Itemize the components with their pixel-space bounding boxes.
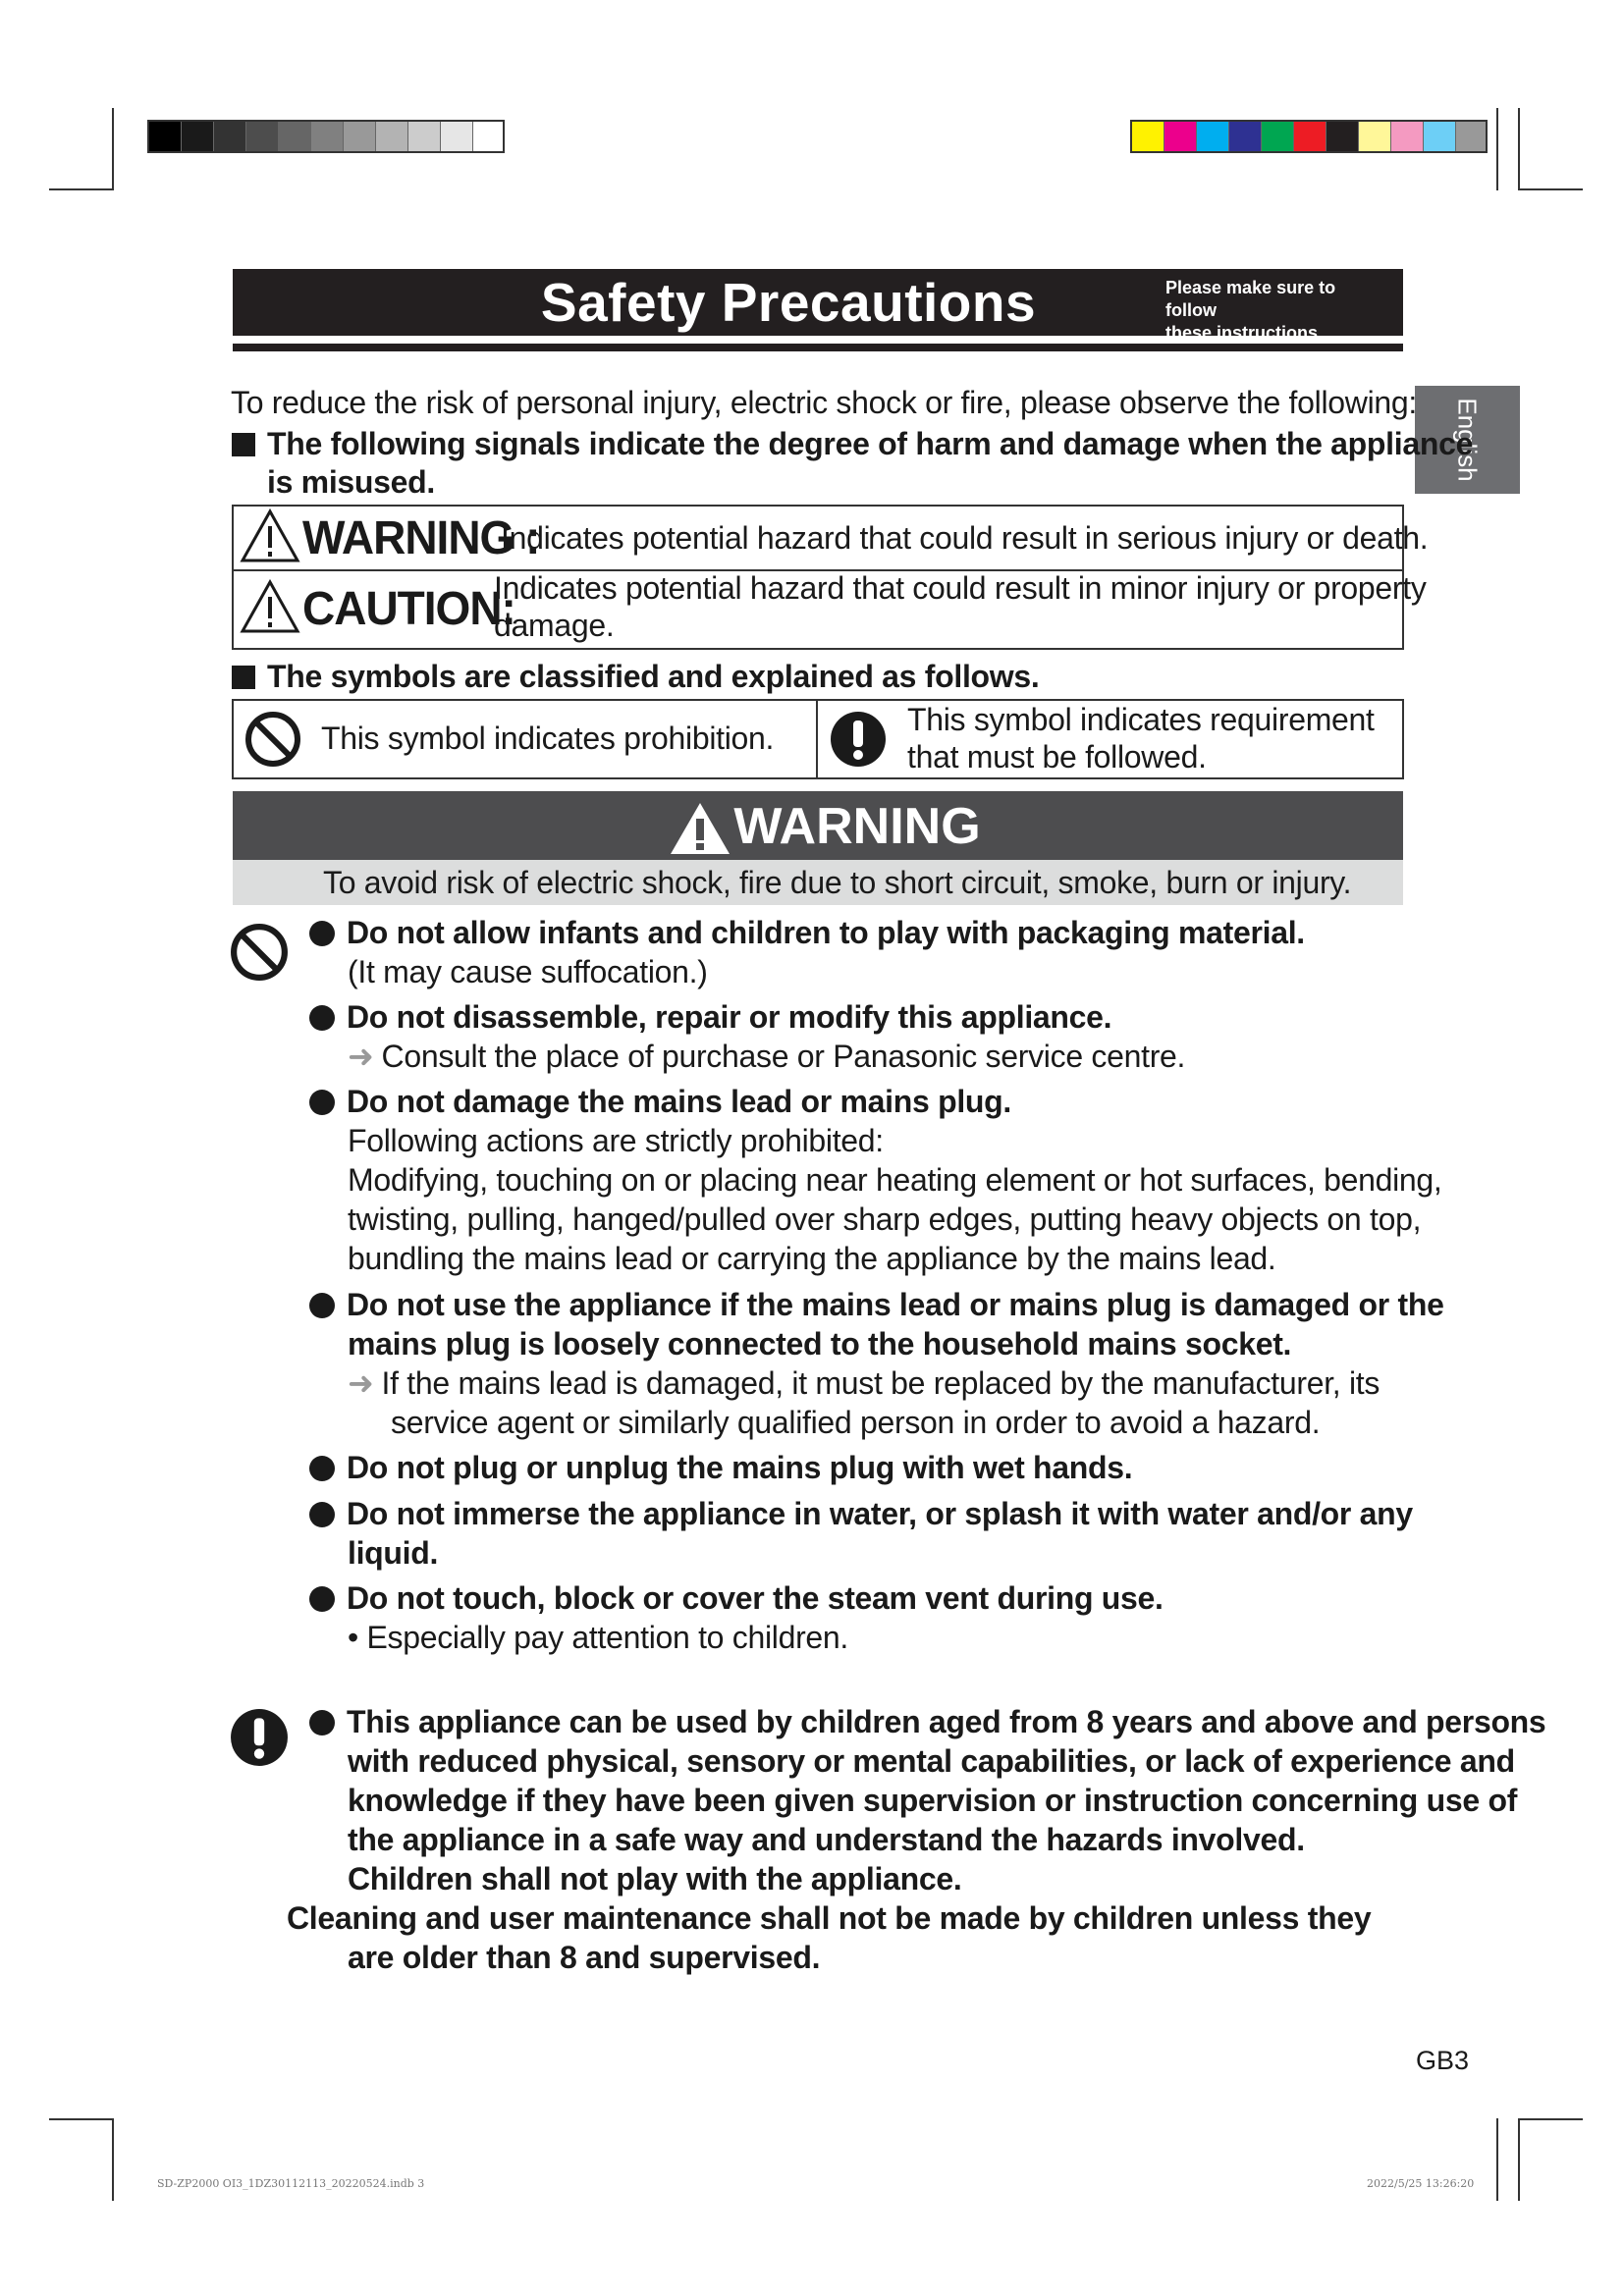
list-item: Do not disassemble, repair or modify this appliance. ➜ Consult the place of purchase or Panasonic service centre. [309,997,1185,1076]
prohibition-icon [244,711,301,768]
list-item: Do not plug or unplug the mains plug with wet hands. [309,1448,1132,1487]
language-tab-label: English [1452,398,1483,482]
footer-file: SD-ZP2000 OI3_1DZ30112113_20220524.indb 3 [157,2177,425,2190]
list-item: Do not damage the mains lead or mains plug. Following actions are strictly prohibited: Modifying, touching on or placing near heating element or hot surfaces, bending, twisting, pulling, hanged/pulled over sharp edges, putting heavy objects on top, bundling the mains lead or carrying the appliance by the mains lead. [309,1082,1442,1278]
page-number: GB3 [1416,2046,1470,2075]
arrow-icon: ➜ [348,1039,374,1074]
page-title: Safety Precautions [540,272,1037,333]
title-rule [233,344,1403,351]
crop-mark [1518,108,1520,190]
crop-mark [1518,2118,1520,2201]
signals-heading: The following signals indicate the degree of harm and damage when the appliance [232,426,1473,462]
bullet-icon [309,1502,335,1527]
requirement-desc: This symbol indicates requirement that must be followed. [907,702,1375,774]
caution-desc: Indicates potential hazard that could result in minor injury or property damage. [494,570,1427,643]
color-bar [1130,120,1488,153]
list-item: Do not allow infants and children to play with packaging material. (It may cause suffocation.) [309,913,1305,991]
symbols-heading: The symbols are classified and explained as follows. [232,659,1039,695]
footer-date: 2022/5/25 13:26:20 [1367,2177,1475,2190]
crop-mark [1518,188,1583,190]
crop-mark [49,2118,114,2120]
square-bullet-icon [232,433,255,456]
square-bullet-icon [232,666,255,689]
warning-title: WARNING [733,798,981,855]
warning-label: WARNING : [302,509,540,564]
bullet-icon [309,921,335,946]
warning-desc: Indicates potential hazard that could result in serious injury or death. [501,520,1429,556]
prohibition-desc: This symbol indicates prohibition. [321,721,775,756]
caution-triangle-icon [240,579,300,634]
bullet-icon [309,1090,335,1115]
list-item: Do not touch, block or cover the steam vent during use. • Especially pay attention to children. [309,1578,1164,1657]
crop-mark [1518,2118,1583,2120]
crop-mark [112,2118,114,2201]
crop-mark [1496,108,1498,190]
crop-mark [1496,2118,1498,2201]
crop-mark [49,188,114,190]
warning-bar [233,791,1403,860]
arrow-icon: ➜ [348,1365,374,1401]
warning-triangle-icon [240,508,300,563]
list-item: Do not immerse the appliance in water, or splash it with water and/or any liquid. [309,1494,1413,1573]
signals-heading-cont: is misused. [267,464,435,500]
bullet-icon [309,1710,335,1735]
requirement-text: This appliance can be used by children aged from 8 years and above and persons with reduced physical, sensory or mental capabilities, or lack of experience and knowledge if they have been given supervision or instruction concerning use of the appliance in a safe way and understand the hazards involved. Children shall not play with the appliance. Cleaning and user maintenance shall not be made by children unless they are older than 8 and supervised. [287,1704,1546,1975]
crop-mark [112,108,114,190]
title-bar [233,269,1403,343]
bullet-icon [309,1456,335,1481]
warning-subtitle: To avoid risk of electric shock, fire due to short circuit, smoke, burn or injury. [233,860,1403,905]
grayscale-bar [147,120,505,153]
requirement-icon [830,711,887,768]
bullet-icon [309,1586,335,1612]
prohibition-icon [230,923,289,982]
requirement-icon [230,1708,289,1767]
list-item: Do not use the appliance if the mains lead or mains plug is damaged or the mains plug is loosely connected to the household mains socket. ➜ If the mains lead is damaged, it must be replaced by the manufacturer, its service agent or similarly qualified person in order to avoid a hazard. [309,1285,1444,1442]
caution-label: CAUTION: [302,580,515,635]
intro-text: To reduce the risk of personal injury, electric shock or fire, please observe the following: [231,385,1417,420]
bullet-icon [309,1293,335,1318]
bullet-icon [309,1005,335,1031]
symbols-divider [816,699,818,779]
header-note: Please make sure to follow these instructions. [1165,278,1336,343]
